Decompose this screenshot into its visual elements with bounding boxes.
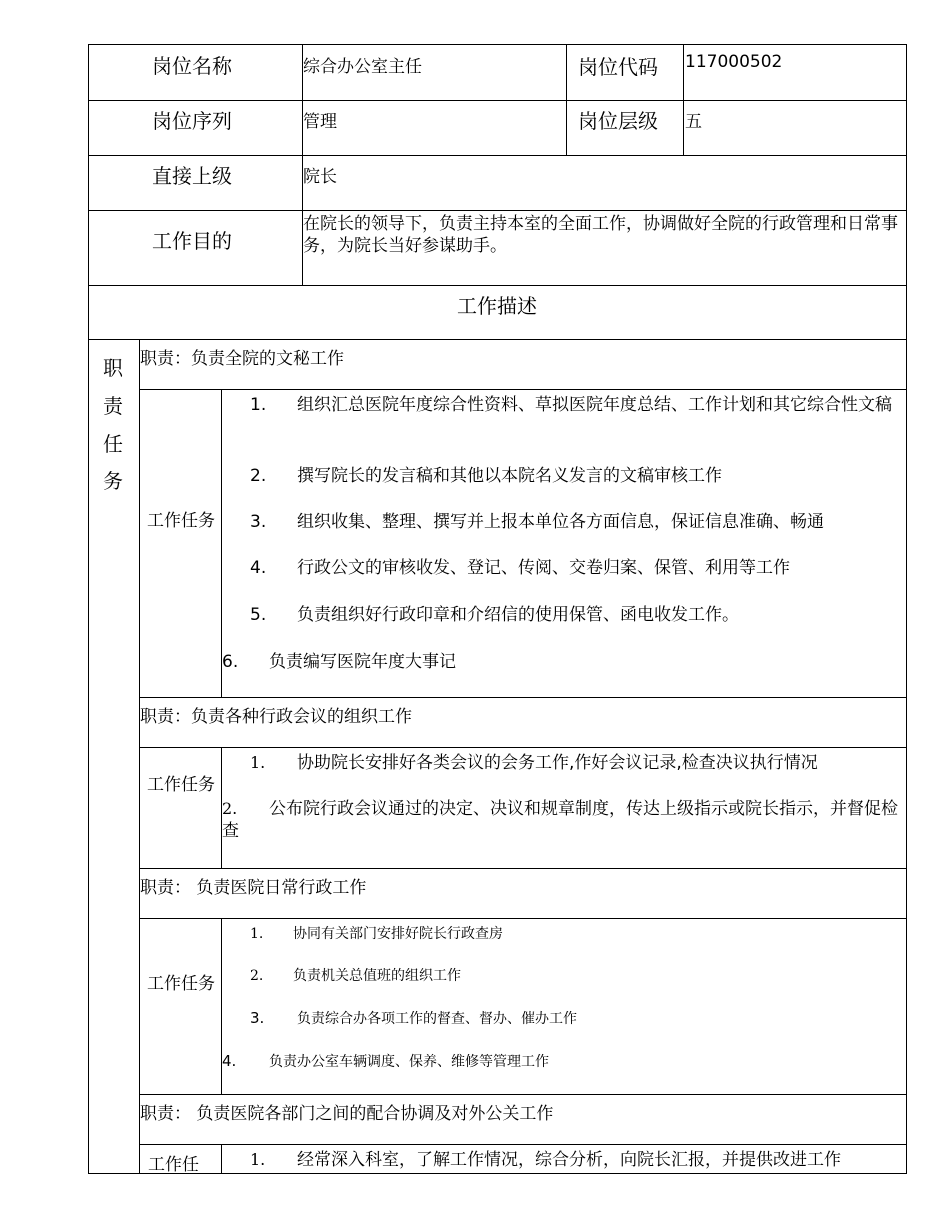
duty-title: 职责：负责各种行政会议的组织工作 [140, 707, 412, 727]
task-text: 撰写院长的发言稿和其他以本院名义发言的文稿审核工作 [297, 466, 722, 486]
section-title: 工作描述 [457, 294, 537, 318]
task-label: 工作任 [148, 1155, 199, 1175]
duties-label-char: 务 [103, 469, 123, 493]
position-level-value: 五 [685, 112, 702, 132]
task-text: 组织收集、整理、撰写并上报本单位各方面信息，保证信息准确、畅通 [297, 512, 824, 532]
row-divider [88, 339, 907, 340]
task-number: 5. [250, 605, 267, 625]
task-number: 1. [250, 395, 267, 415]
duties-label-char: 任 [103, 432, 123, 456]
row-divider [139, 747, 907, 748]
row-divider [139, 868, 907, 869]
task-item [250, 557, 790, 579]
task-number: 4. [222, 1052, 237, 1070]
task-text: 负责机关总值班的组织工作 [293, 968, 461, 984]
duties-label-char: 职 [103, 356, 123, 380]
task-number: 1. [250, 753, 266, 772]
task-item [250, 752, 818, 774]
position-series-label: 岗位序列 [152, 109, 232, 133]
task-number: 2. [222, 799, 238, 818]
task-text: 组织汇总医院年度综合性资料、草拟医院年度总结、工作计划和其它综合性文稿 [297, 395, 892, 415]
task-text: 协助院长安排好各类会议的会务工作,作好会议记录,检查决议执行情况 [297, 753, 818, 773]
table-border-left [88, 44, 89, 1174]
table-border-right [906, 44, 907, 1174]
supervisor-value: 院长 [303, 167, 337, 187]
task-text: 经常深入科室，了解工作情况，综合分析，向院长汇报，并提供改进工作 [297, 1150, 841, 1170]
task-number: 4. [250, 558, 267, 578]
task-number: 1. [250, 1150, 266, 1169]
task-text: 公布院行政会议通过的决定、决议和规章制度，传达上级指示或院长指示，并督促检查 [222, 799, 898, 841]
task-text: 行政公文的审核收发、登记、传阅、交卷归案、保管、利用等工作 [297, 558, 790, 578]
position-series-value: 管理 [303, 112, 337, 132]
task-text: 负责组织好行政印章和介绍信的使用保管、函电收发工作。 [297, 605, 739, 625]
col-divider [566, 44, 567, 155]
duty-title: 职责： 负责医院各部门之间的配合协调及对外公关工作 [140, 1104, 554, 1124]
task-item [250, 511, 824, 533]
task-number: 3. [250, 512, 267, 532]
task-item [250, 923, 503, 943]
task-label: 工作任务 [147, 974, 215, 994]
task-number: 3. [250, 1009, 265, 1027]
purpose-label: 工作目的 [152, 229, 232, 253]
col-divider [683, 44, 684, 155]
row-divider [139, 389, 907, 390]
duty-title: 职责：负责全院的文秘工作 [140, 349, 344, 369]
row-divider [139, 697, 907, 698]
row-divider [88, 285, 907, 286]
task-number: 2. [250, 466, 267, 486]
task-label: 工作任务 [147, 511, 215, 531]
task-number: 6. [222, 652, 239, 672]
task-text: 负责综合办各项工作的督查、督办、催办工作 [297, 1011, 577, 1027]
table-border-bottom [88, 1173, 907, 1174]
position-level-label: 岗位层级 [578, 109, 658, 133]
position-name-value: 综合办公室主任 [303, 57, 422, 77]
task-label: 工作任务 [147, 775, 215, 795]
row-divider [139, 1144, 907, 1145]
position-code-label: 岗位代码 [578, 55, 658, 79]
task-number: 2. [250, 968, 264, 984]
supervisor-label: 直接上级 [152, 164, 232, 188]
duties-label-char: 责 [103, 394, 123, 418]
purpose-value: 在院长的领导下，负责主持本室的全面工作，协调做好全院的行政管理和日常事务，为院长当好参谋助手。 [303, 214, 898, 256]
task-text: 协同有关部门安排好院长行政查房 [293, 926, 503, 942]
table-border-top [88, 44, 907, 45]
position-code-value: 117000502 [685, 52, 783, 72]
position-name-label: 岗位名称 [152, 54, 232, 78]
task-item [250, 1149, 841, 1171]
task-item [250, 1008, 577, 1028]
task-item [250, 465, 722, 487]
task-number: 1. [250, 926, 264, 942]
col-divider [221, 1144, 222, 1173]
task-item [250, 965, 461, 985]
task-item [250, 604, 739, 626]
row-divider [139, 1094, 907, 1095]
row-divider [88, 100, 907, 101]
row-divider [88, 155, 907, 156]
task-item [222, 651, 456, 673]
col-divider [139, 339, 140, 1173]
task-item [222, 1051, 549, 1071]
task-text: 负责编写医院年度大事记 [269, 652, 456, 672]
duty-title: 职责： 负责医院日常行政工作 [140, 878, 367, 898]
task-item [222, 798, 898, 842]
task-item [250, 394, 900, 416]
row-divider [139, 918, 907, 919]
task-text: 负责办公室车辆调度、保养、维修等管理工作 [269, 1054, 549, 1070]
row-divider [88, 210, 907, 211]
